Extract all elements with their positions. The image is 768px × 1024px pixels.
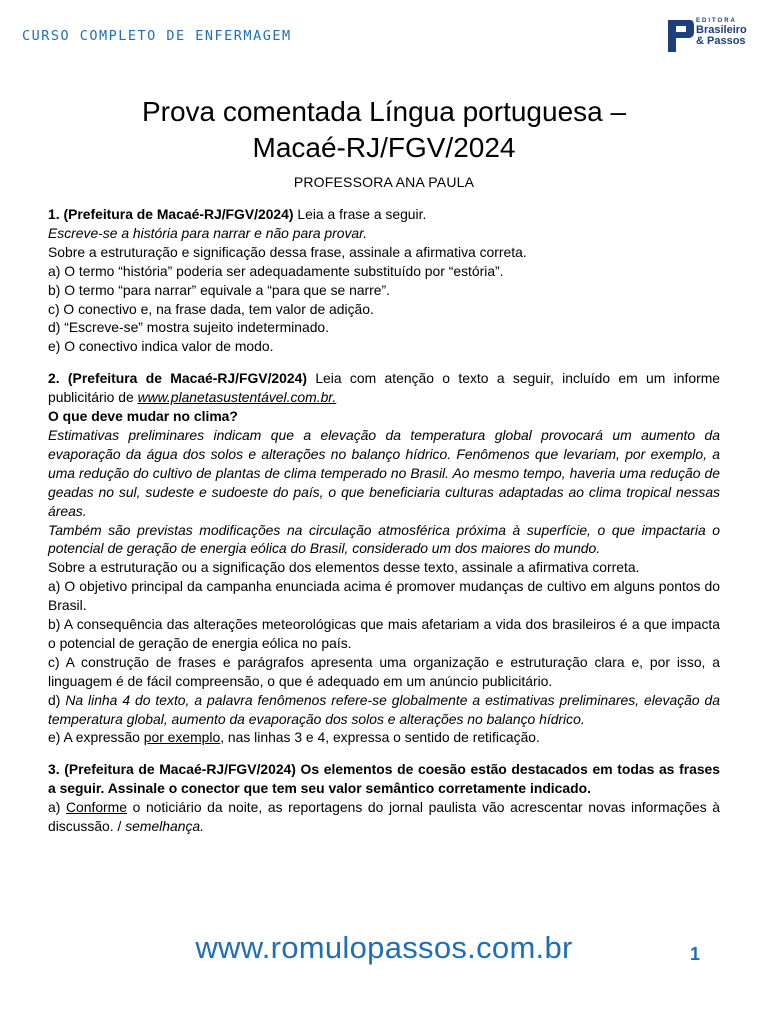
question-2-option-e-underlined: por exemplo xyxy=(143,729,221,746)
question-1-option-e: e) O conectivo indica valor de modo. xyxy=(48,338,274,355)
question-2-option-d-label: d) xyxy=(48,691,66,708)
question-2-header xyxy=(48,369,720,407)
question-1-source: 1. (Prefeitura de Macaé-RJ/FGV/2024) xyxy=(48,206,294,222)
question-2-option-a: a) O objetivo principal da campanha enunciada acima é promover mudanças de cultivo em alguns pontos do Brasil. xyxy=(48,578,720,614)
question-1-lead: Leia a frase a seguir. xyxy=(293,206,427,222)
question-2-option-d-text: Na linha 4 do texto, a palavra fenômenos refere-se globalmente a estimativas preliminares, elevação da temperatura global, aumento da evaporação dos solos e alterações no balanço hídrico. xyxy=(48,691,720,727)
author-subtitle: PROFESSORA ANA PAULA xyxy=(293,174,475,190)
question-3-option-a-underlined: Conforme xyxy=(65,799,127,816)
question-1-option-b: b) O termo “para narrar” equivale a “para que se narre”. xyxy=(48,281,391,298)
question-1-option-a: a) O termo “história” poderia ser adequadamente substituído por “estória”. xyxy=(48,262,504,279)
logo-line-3: & Passos xyxy=(696,35,746,47)
question-2-source: 2. (Prefeitura de Macaé-RJ/FGV/2024) xyxy=(48,370,307,387)
question-2-option-c: c) A construção de frases e parágrafos apresenta uma organização e estruturação clara e, por isso, a linguagem é de fácil compreensão, o que é adequado em um anúncio publicitário. xyxy=(48,653,720,689)
document-title xyxy=(0,94,768,166)
question-2-paragraph-2: Também são previstas modificações na circulação atmosférica próxima à superfície, o que impactaria o potencial de geração de energia eólica do Brasil, considerado um dos maiores do mundo. xyxy=(48,521,720,557)
question-2-option-b: b) A consequência das alterações meteorológicas que mais afetariam a vida dos brasileiros é a que impacta o potencial de geração de energia eólica no país. xyxy=(48,616,720,651)
question-2-option-e-pre: e) A expressão xyxy=(48,729,144,746)
question-2-lead: Leia com atenção o texto a seguir, incluído em um informe publicitário de xyxy=(48,370,720,406)
questions-content xyxy=(48,205,720,836)
question-1-header xyxy=(48,205,720,224)
title-line-2: Macaé-RJ/FGV/2024 xyxy=(252,132,516,163)
question-3-option-a-italic: semelhança. xyxy=(125,818,204,835)
title-line-1: Prova comentada Língua portuguesa – xyxy=(141,96,627,127)
logo-mark-icon xyxy=(668,18,694,52)
question-2-option-e xyxy=(48,728,720,747)
question-1-quote: Escreve-se a história para narrar e não para provar. xyxy=(48,224,368,241)
question-3-header: 3. (Prefeitura de Macaé-RJ/FGV/2024) Os elementos de coesão estão destacados em todas as frases a seguir. Assinale o conector que tem seu valor semântico corretamente indicado. xyxy=(48,761,720,797)
question-2-option-e-post: , nas linhas 3 e 4, expressa o sentido de retificação. xyxy=(220,729,540,746)
question-1-prompt: Sobre a estruturação e significação dessa frase, assinale a afirmativa correta. xyxy=(48,243,527,260)
question-1-option-d: d) “Escreve-se” mostra sujeito indeterminado. xyxy=(48,319,330,336)
question-3-option-a xyxy=(48,798,720,836)
question-2-site-link[interactable]: www.planetasustentável.com.br. xyxy=(137,389,337,406)
question-3-option-a-label: a) xyxy=(48,799,66,816)
page-number: 1 xyxy=(690,944,701,964)
question-2-option-d xyxy=(48,691,720,729)
question-3-option-a-text: o noticiário da noite, as reportagens do jornal paulista vão acrescentar novas informações à discussão. / xyxy=(48,799,720,835)
logo-line-2: Brasileiro xyxy=(696,24,747,36)
course-header: CURSO COMPLETO DE ENFERMAGEM xyxy=(22,28,292,44)
question-2-prompt: Sobre a estruturação ou a significação dos elementos desse texto, assinale a afirmativa correta. xyxy=(48,559,640,576)
publisher-logo xyxy=(668,18,752,52)
logo-line-1: EDITORA xyxy=(696,18,737,24)
question-2-paragraph-1: Estimativas preliminares indicam que a elevação da temperatura global provocará um aumento da evaporação da água dos solos e alterações no balanço hídrico. Fenômenos que levariam, por exemplo, a uma redução do cultivo de plantas de clima temperado no Brasil. Ao mesmo tempo, haveria uma redução de geadas no sul, sudeste e sudoeste do país, o que beneficiaria culturas adaptadas ao clima tropical nessas áreas. xyxy=(48,426,720,519)
footer-website-link[interactable]: www.romulopassos.com.br xyxy=(195,930,573,965)
question-1-option-c: c) O conectivo e, na frase dada, tem valor de adição. xyxy=(48,300,374,317)
question-2-text-title: O que deve mudar no clima? xyxy=(48,408,238,425)
